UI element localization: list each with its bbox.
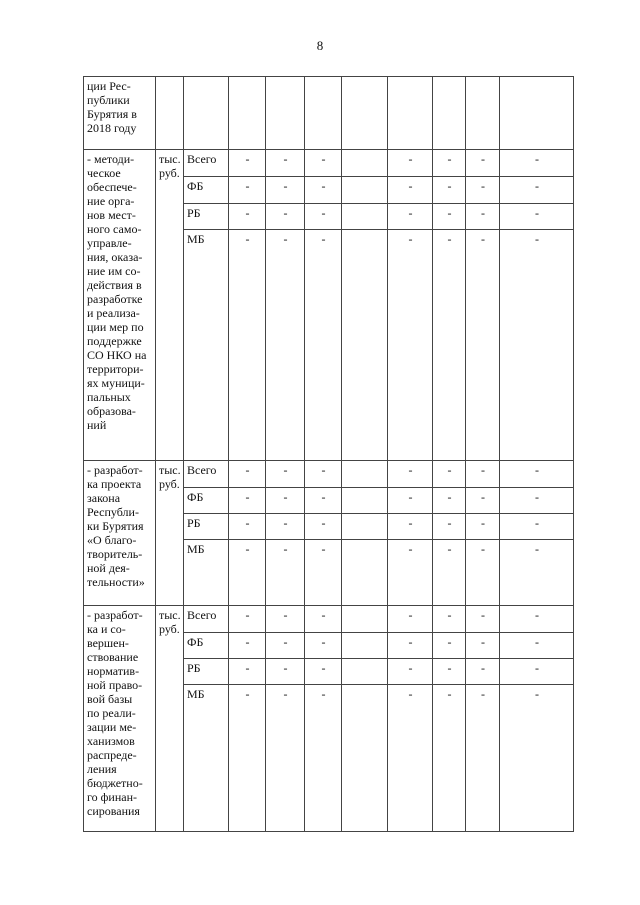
activity-name: - методи- ческое обеспече- ние орга- нов мест- ного само- управле- ния, оказа- ние им со- действия в разработке и реализа- ции мер по поддержке СО НКО на территори- ях муници- пальных образова- ний [84, 150, 156, 461]
funding-source: ФБ [184, 633, 229, 659]
value-cell: - [500, 203, 574, 229]
value-cell: - [433, 203, 466, 229]
page-number: 8 [316, 38, 324, 53]
value-cell: - [466, 685, 500, 832]
value-cell-empty [342, 685, 388, 832]
activity-name: - разработ- ка проекта закона Республи- ки Бурятия «О благо- творитель- ной дея- тельности» [84, 461, 156, 606]
value-cell: - [466, 230, 500, 461]
value-cell-empty [342, 203, 388, 229]
value-cell: - [466, 461, 500, 488]
value-cell: - [266, 606, 305, 633]
value-cell [433, 77, 466, 150]
value-cell: - [388, 685, 433, 832]
value-cell: - [500, 659, 574, 685]
table-row [84, 150, 574, 177]
value-cell: - [305, 633, 342, 659]
value-cell: - [229, 685, 266, 832]
value-cell: - [466, 203, 500, 229]
value-cell: - [266, 461, 305, 488]
value-cell: - [388, 488, 433, 514]
value-cell: - [466, 633, 500, 659]
value-cell-empty [342, 488, 388, 514]
unit-label: тыс. руб. [156, 606, 184, 832]
unit-cell [156, 77, 184, 150]
value-cell: - [266, 177, 305, 203]
value-cell: - [229, 606, 266, 633]
value-cell: - [500, 177, 574, 203]
value-cell: - [266, 150, 305, 177]
value-cell-empty [342, 230, 388, 461]
value-cell: - [500, 514, 574, 540]
value-cell: - [433, 659, 466, 685]
value-cell: - [433, 685, 466, 832]
funding-source: Всего [184, 150, 229, 177]
value-cell [305, 77, 342, 150]
value-cell: - [305, 488, 342, 514]
value-cell-empty [342, 514, 388, 540]
funding-source: РБ [184, 514, 229, 540]
value-cell: - [500, 150, 574, 177]
value-cell: - [229, 514, 266, 540]
value-cell: - [500, 230, 574, 461]
value-cell: - [388, 461, 433, 488]
value-cell-empty [342, 606, 388, 633]
unit-label: тыс. руб. [156, 150, 184, 461]
value-cell: - [433, 150, 466, 177]
value-cell [266, 77, 305, 150]
value-cell-empty [342, 150, 388, 177]
value-cell: - [266, 488, 305, 514]
value-cell [229, 77, 266, 150]
funding-source: МБ [184, 540, 229, 606]
funding-source: ФБ [184, 177, 229, 203]
value-cell: - [229, 203, 266, 229]
value-cell: - [229, 177, 266, 203]
funding-source: МБ [184, 685, 229, 832]
value-cell: - [266, 203, 305, 229]
value-cell: - [305, 606, 342, 633]
value-cell: - [305, 540, 342, 606]
continuation-row [84, 77, 574, 150]
value-cell-empty [342, 659, 388, 685]
value-cell: - [388, 203, 433, 229]
value-cell: - [500, 633, 574, 659]
continuation-text: ции Рес- публики Бурятия в 2018 году [84, 77, 156, 150]
value-cell: - [305, 659, 342, 685]
value-cell: - [388, 230, 433, 461]
value-cell [466, 77, 500, 150]
value-cell: - [433, 514, 466, 540]
value-cell: - [433, 488, 466, 514]
value-cell: - [305, 461, 342, 488]
value-cell: - [229, 540, 266, 606]
value-cell: - [433, 230, 466, 461]
funding-source: Всего [184, 606, 229, 633]
value-cell: - [500, 540, 574, 606]
value-cell-empty [342, 633, 388, 659]
value-cell: - [229, 488, 266, 514]
unit-label: тыс. руб. [156, 461, 184, 606]
value-cell: - [500, 461, 574, 488]
value-cell: - [388, 177, 433, 203]
value-cell: - [305, 230, 342, 461]
funding-source: МБ [184, 230, 229, 461]
value-cell: - [229, 633, 266, 659]
value-cell [500, 77, 574, 150]
value-cell [342, 77, 388, 150]
value-cell: - [266, 685, 305, 832]
value-cell: - [466, 177, 500, 203]
value-cell: - [466, 514, 500, 540]
value-cell: - [305, 203, 342, 229]
value-cell: - [433, 606, 466, 633]
value-cell-empty [342, 540, 388, 606]
table-row [84, 461, 574, 488]
funding-source: ФБ [184, 488, 229, 514]
value-cell: - [466, 540, 500, 606]
value-cell: - [388, 633, 433, 659]
value-cell: - [500, 488, 574, 514]
table-row [84, 606, 574, 633]
value-cell: - [305, 514, 342, 540]
value-cell: - [266, 659, 305, 685]
value-cell: - [466, 606, 500, 633]
value-cell: - [466, 488, 500, 514]
value-cell: - [305, 150, 342, 177]
value-cell: - [305, 177, 342, 203]
value-cell: - [388, 540, 433, 606]
value-cell: - [305, 685, 342, 832]
value-cell: - [229, 230, 266, 461]
activity-name: - разработ- ка и со- вершен- ствование норматив- ной право- вой базы по реали- зации ме- ханизмов распреде- ления бюджетно- го финан- сирования [84, 606, 156, 832]
value-cell: - [388, 514, 433, 540]
value-cell: - [500, 606, 574, 633]
value-cell: - [266, 514, 305, 540]
value-cell: - [388, 659, 433, 685]
value-cell: - [433, 633, 466, 659]
value-cell: - [388, 150, 433, 177]
value-cell: - [229, 150, 266, 177]
value-cell: - [433, 540, 466, 606]
value-cell: - [229, 461, 266, 488]
value-cell: - [466, 150, 500, 177]
source-cell [184, 77, 229, 150]
value-cell: - [266, 230, 305, 461]
value-cell: - [500, 685, 574, 832]
value-cell: - [266, 633, 305, 659]
value-cell: - [433, 177, 466, 203]
value-cell: - [388, 606, 433, 633]
funding-source: Всего [184, 461, 229, 488]
value-cell: - [266, 540, 305, 606]
value-cell: - [229, 659, 266, 685]
value-cell-empty [342, 177, 388, 203]
funding-source: РБ [184, 203, 229, 229]
funding-source: РБ [184, 659, 229, 685]
value-cell: - [433, 461, 466, 488]
value-cell-empty [342, 461, 388, 488]
value-cell [388, 77, 433, 150]
value-cell: - [466, 659, 500, 685]
budget-table [83, 76, 574, 832]
